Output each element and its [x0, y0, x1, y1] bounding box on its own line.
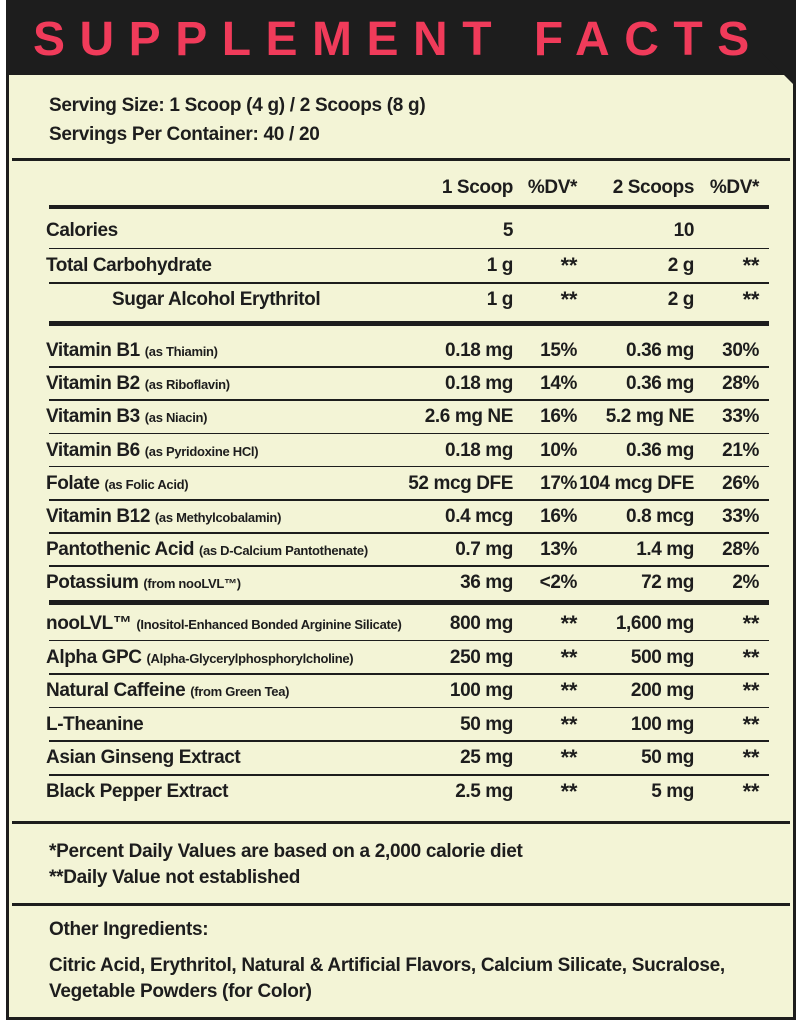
column-header-2-scoops: 2 Scoops — [612, 177, 694, 198]
dv-1-scoop: <2% — [539, 572, 577, 594]
column-header-dv-2: %DV* — [709, 177, 759, 198]
nutrient-name: Asian Ginseng Extract — [46, 747, 241, 769]
panel-title: SUPPLEMENT FACTS — [33, 13, 764, 66]
nutrient-source: (from Green Tea) — [190, 684, 290, 700]
amount-2-scoops: 0.36 mg — [626, 340, 694, 361]
other-ingredients-line-2: Vegetable Powders (for Color) — [49, 981, 312, 1002]
amount-2-scoops: 50 mg — [641, 747, 694, 769]
corner-notch — [762, 53, 796, 87]
dv-1-scoop: 16% — [540, 506, 577, 527]
amount-2-scoops: 5 mg — [651, 781, 694, 802]
other-ingredients-line-1: Citric Acid, Erythritol, Natural & Artificial Flavors, Calcium Silicate, Sucralose, — [49, 955, 725, 976]
nutrient-name-cell — [46, 467, 188, 502]
nutrient-row — [9, 533, 793, 567]
amount-1-scoop: 50 mg — [460, 713, 513, 735]
amount-1-scoop: 0.7 mg — [455, 539, 513, 561]
dv-2-scoops: 28% — [722, 373, 759, 395]
amount-1-scoop: 1 g — [486, 289, 513, 310]
serving-info — [49, 91, 425, 149]
dv-2-scoops: ** — [742, 711, 759, 737]
nutrient-name: Folate — [46, 472, 100, 494]
dv-1-scoop: ** — [560, 252, 577, 278]
nutrient-source: (as Thiamin) — [144, 344, 218, 359]
nutrient-name: Potassium — [46, 572, 139, 594]
amount-1-scoop: 2.5 mg — [455, 781, 513, 802]
other-ingredients-label: Other Ingredients: — [49, 919, 209, 940]
dv-2-scoops: 33% — [722, 506, 759, 527]
column-header-row — [9, 171, 793, 205]
amount-2-scoops: 2 g — [667, 254, 694, 276]
nutrient-name-cell — [112, 283, 320, 317]
nutrient-name-cell — [46, 566, 241, 601]
nutrient-name-cell — [46, 708, 143, 742]
amount-1-scoop: 100 mg — [449, 680, 513, 702]
nutrient-row — [9, 283, 793, 317]
nutrient-row — [9, 500, 793, 534]
amount-2-scoops: 1,600 mg — [615, 613, 694, 634]
amount-2-scoops: 104 mcg DFE — [579, 472, 694, 494]
divider — [12, 903, 790, 906]
nutrient-name: Vitamin B2 — [46, 373, 140, 395]
amount-2-scoops: 200 mg — [630, 680, 694, 702]
dv-1-scoop: ** — [560, 644, 577, 670]
nutrient-name-cell — [46, 607, 402, 642]
nutrient-row — [9, 400, 793, 434]
nutrient-name: Vitamin B1 — [46, 340, 140, 361]
amount-2-scoops: 0.36 mg — [626, 439, 694, 461]
amount-2-scoops: 72 mg — [641, 572, 694, 594]
amount-1-scoop: 2.6 mg NE — [424, 406, 513, 428]
nutrient-name-cell — [46, 367, 230, 402]
dv-2-scoops: ** — [742, 252, 759, 278]
dv-2-scoops: ** — [742, 745, 759, 771]
nutrient-row — [9, 566, 793, 600]
nutrient-name: Vitamin B12 — [46, 506, 151, 527]
divider — [12, 821, 790, 824]
footnote-not-established: **Daily Value not established — [49, 867, 301, 888]
nutrient-row — [9, 607, 793, 641]
nutrient-name: L-Theanine — [46, 713, 144, 735]
dv-1-scoop: 10% — [540, 439, 577, 461]
nutrient-row — [9, 467, 793, 501]
dv-1-scoop: ** — [560, 779, 577, 804]
nutrient-name-cell — [46, 641, 353, 676]
nutrient-name-cell — [46, 334, 218, 369]
nutrient-name: Black Pepper Extract — [46, 781, 229, 802]
nutrient-name-cell — [46, 741, 240, 775]
nutrient-name-cell — [46, 249, 212, 283]
amount-2-scoops: 0.36 mg — [626, 373, 694, 395]
nutrient-name-cell — [46, 434, 258, 469]
dv-2-scoops: ** — [742, 611, 759, 636]
amount-1-scoop: 0.4 mcg — [445, 506, 513, 527]
amount-2-scoops: 5.2 mg NE — [605, 406, 694, 428]
dv-1-scoop: 13% — [540, 539, 577, 561]
servings-per-container: Servings Per Container: 40 / 20 — [49, 124, 320, 145]
nutrient-row — [9, 249, 793, 283]
dv-1-scoop: ** — [560, 287, 577, 312]
amount-1-scoop: 800 mg — [449, 613, 513, 634]
nutrient-name: Vitamin B3 — [46, 406, 140, 428]
nutrient-row — [9, 641, 793, 675]
nutrient-name-cell — [46, 775, 228, 809]
dv-2-scoops: 2% — [732, 572, 759, 594]
nutrient-name: Calories — [46, 220, 118, 241]
amount-2-scoops: 2 g — [667, 289, 694, 310]
dv-2-scoops: ** — [742, 287, 759, 312]
nutrient-source: (Alpha-Glycerylphosphorylcholine) — [146, 650, 354, 666]
amount-2-scoops: 10 — [673, 220, 694, 241]
nutrient-name-cell — [46, 214, 118, 248]
nutrient-row — [9, 367, 793, 401]
amount-1-scoop: 52 mcg DFE — [408, 472, 513, 494]
column-header-dv-1: %DV* — [527, 177, 577, 198]
dv-2-scoops: 30% — [722, 340, 759, 361]
serving-size: Serving Size: 1 Scoop (4 g) / 2 Scoops (8 g) — [49, 95, 426, 116]
amount-1-scoop: 25 mg — [460, 747, 513, 769]
nutrient-source: (as Pyridoxine HCl) — [144, 443, 259, 459]
nutrient-source: (Inositol-Enhanced Bonded Arginine Silicate) — [136, 617, 402, 632]
dv-1-scoop: ** — [560, 611, 577, 636]
dv-1-scoop: 14% — [540, 373, 577, 395]
amount-1-scoop: 36 mg — [460, 572, 513, 594]
nutrient-source: (as Folic Acid) — [104, 476, 189, 492]
header-rule — [49, 205, 769, 209]
nutrient-row — [9, 741, 793, 775]
supplement-facts-panel — [6, 0, 796, 1020]
nutrient-row — [9, 334, 793, 368]
dv-1-scoop: ** — [560, 711, 577, 737]
dv-2-scoops: 33% — [722, 406, 759, 428]
nutrient-name: Pantothenic Acid — [46, 539, 195, 561]
dv-1-scoop: ** — [560, 678, 577, 704]
amount-1-scoop: 250 mg — [449, 646, 513, 668]
dv-2-scoops: 26% — [722, 472, 759, 494]
amount-1-scoop: 1 g — [486, 254, 513, 276]
section-rule — [49, 321, 769, 326]
amount-2-scoops: 1.4 mg — [636, 539, 694, 561]
other-ingredients — [49, 917, 725, 1005]
dv-2-scoops: ** — [742, 779, 759, 804]
dv-2-scoops: ** — [742, 678, 759, 704]
nutrient-name: Natural Caffeine — [46, 680, 186, 702]
amount-1-scoop: 0.18 mg — [445, 439, 513, 461]
nutrient-row — [9, 434, 793, 468]
amount-2-scoops: 500 mg — [630, 646, 694, 668]
nutrient-source: (as Methylcobalamin) — [154, 510, 282, 525]
nutrient-row — [9, 775, 793, 809]
amount-1-scoop: 0.18 mg — [445, 340, 513, 361]
dv-1-scoop: 15% — [540, 340, 577, 361]
dv-1-scoop: ** — [560, 745, 577, 771]
nutrient-name: Vitamin B6 — [46, 439, 140, 461]
amount-1-scoop: 5 — [502, 220, 513, 241]
nutrient-row — [9, 214, 793, 248]
dv-1-scoop: 16% — [540, 406, 577, 428]
nutrient-source: (as Niacin) — [144, 410, 208, 426]
nutrient-name-cell — [46, 400, 207, 435]
nutrient-source: (as D-Calcium Pantothenate) — [198, 543, 368, 559]
nutrient-name: Sugar Alcohol Erythritol — [112, 289, 321, 310]
amount-2-scoops: 100 mg — [630, 713, 694, 735]
dv-2-scoops: 28% — [722, 539, 759, 561]
title-bar — [9, 3, 793, 75]
footnotes — [49, 839, 523, 891]
nutrient-name-cell — [46, 674, 289, 709]
amount-2-scoops: 0.8 mcg — [626, 506, 694, 527]
nutrient-name: nooLVL™ — [46, 613, 132, 634]
footnote-dv: *Percent Daily Values are based on a 2,000 calorie diet — [49, 841, 523, 862]
nutrient-name-cell — [46, 500, 281, 535]
nutrient-name: Total Carbohydrate — [46, 254, 212, 276]
dv-2-scoops: 21% — [722, 439, 759, 461]
column-header-1-scoop: 1 Scoop — [441, 177, 513, 198]
nutrient-row — [9, 708, 793, 742]
dv-1-scoop: 17% — [540, 472, 577, 494]
nutrient-source: (from nooLVL™) — [143, 576, 241, 592]
nutrient-name: Alpha GPC — [46, 646, 142, 668]
nutrient-row — [9, 674, 793, 708]
nutrient-source: (as Riboflavin) — [144, 377, 230, 393]
nutrient-name-cell — [46, 533, 368, 568]
amount-1-scoop: 0.18 mg — [445, 373, 513, 395]
divider — [12, 158, 790, 161]
section-rule — [49, 600, 769, 605]
dv-2-scoops: ** — [742, 644, 759, 670]
